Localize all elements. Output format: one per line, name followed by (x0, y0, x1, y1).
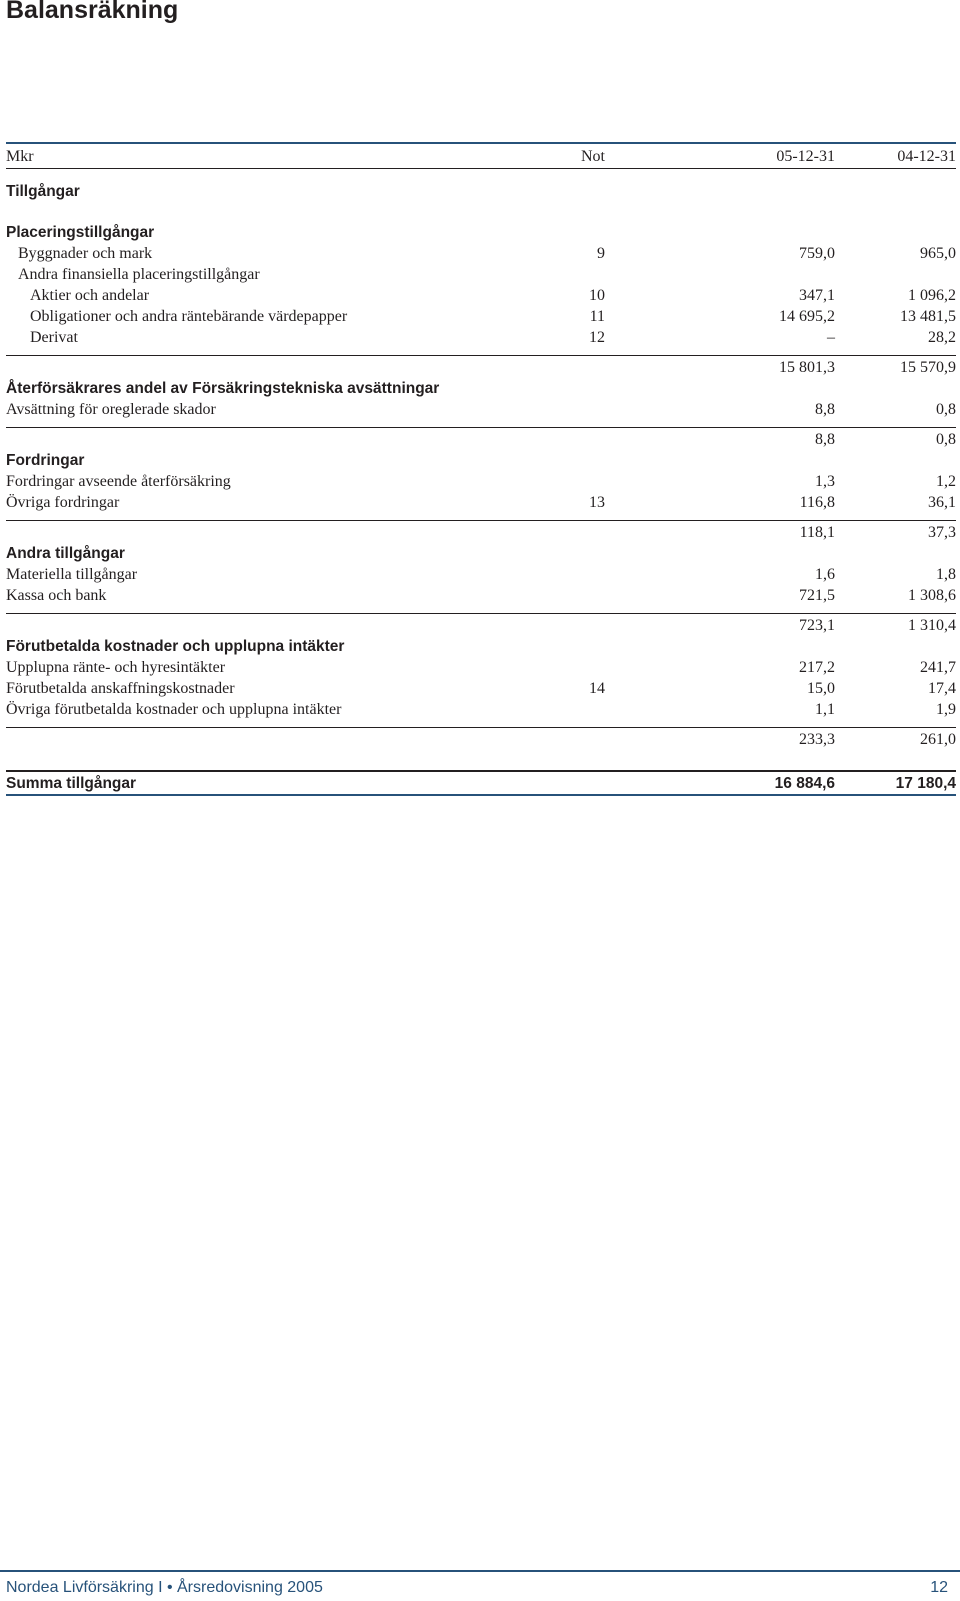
subtotal-2005: 15 801,3 (779, 359, 835, 376)
header-col-2004: 04-12-31 (897, 148, 956, 165)
grand-total-label: Summa tillgångar (6, 775, 137, 792)
row-label: Kassa och bank (6, 587, 107, 604)
subtotal-2004: 261,0 (920, 731, 956, 748)
row-label: Derivat (30, 329, 78, 346)
group-heading-row (6, 543, 956, 564)
row-value-2004: 1,2 (936, 473, 956, 490)
header-note: Not (581, 148, 605, 165)
row-note: 9 (597, 245, 605, 262)
header-col-2005: 05-12-31 (776, 148, 835, 165)
subtotal-row (6, 727, 956, 750)
group-heading: Andra tillgångar (6, 545, 125, 562)
table-row (6, 264, 956, 285)
row-value-2004: 1 308,6 (908, 587, 956, 604)
table-row (6, 678, 956, 699)
row-value-2005: 217,2 (799, 659, 835, 676)
group-heading: Fordringar (6, 452, 85, 469)
footer-rule (0, 1570, 960, 1572)
row-value-2004: 17,4 (928, 680, 956, 697)
row-value-2004: 13 481,5 (900, 308, 956, 325)
row-value-2005: 15,0 (807, 680, 835, 697)
row-value-2004: 965,0 (920, 245, 956, 262)
table-header-row (6, 144, 956, 169)
row-value-2004: 241,7 (920, 659, 956, 676)
row-label: Byggnader och mark (18, 245, 153, 262)
page-footer (6, 1578, 954, 1598)
group-heading: Placeringstillgångar (6, 224, 155, 241)
row-label: Andra finansiella placeringstillgångar (18, 266, 260, 283)
subtotal-row (6, 427, 956, 450)
row-value-2005: 759,0 (799, 245, 835, 262)
section-heading: Tillgångar (6, 183, 80, 200)
subtotal-2005: 233,3 (799, 731, 835, 748)
grand-total-row (6, 770, 956, 796)
row-value-2005: 14 695,2 (779, 308, 835, 325)
row-label: Fordringar avseende återförsäkring (6, 473, 231, 490)
row-label: Materiella tillgångar (6, 566, 138, 583)
row-value-2005: 721,5 (799, 587, 835, 604)
subtotal-row (6, 520, 956, 543)
table-row (6, 243, 956, 264)
table-row (6, 306, 956, 327)
group-heading-row (6, 636, 956, 657)
row-note: 13 (589, 494, 605, 511)
subtotal-row (6, 613, 956, 636)
row-value-2005: 116,8 (799, 494, 835, 511)
row-value-2005: 1,3 (815, 473, 835, 490)
table-row (6, 492, 956, 513)
row-note: 10 (589, 287, 605, 304)
subtotal-2004: 1 310,4 (908, 617, 956, 634)
table-row (6, 471, 956, 492)
header-label: Mkr (6, 148, 34, 165)
balance-sheet-table (6, 142, 956, 796)
row-note: 14 (589, 680, 605, 697)
row-value-2004: 1,9 (936, 701, 956, 718)
group-heading-row (6, 222, 956, 243)
table-row (6, 285, 956, 306)
row-value-2005: 347,1 (799, 287, 835, 304)
row-value-2004: 0,8 (936, 401, 956, 418)
section-heading-row (6, 181, 956, 202)
subtotal-2004: 0,8 (936, 431, 956, 448)
table-row (6, 699, 956, 720)
grand-total-2005: 16 884,6 (774, 775, 835, 792)
row-note: 12 (589, 329, 605, 346)
footer-publication: Nordea Livförsäkring I • Årsredovisning 2005 (6, 1579, 323, 1596)
row-value-2005: 1,1 (815, 701, 835, 718)
subtotal-2005: 8,8 (815, 431, 835, 448)
row-label: Avsättning för oreglerade skador (6, 401, 216, 418)
row-label: Obligationer och andra räntebärande värdepapper (30, 308, 348, 325)
row-value-2004: 1,8 (936, 566, 956, 583)
row-value-2004: 28,2 (928, 329, 956, 346)
table-row (6, 585, 956, 606)
row-value-2005: 8,8 (815, 401, 835, 418)
row-value-2005: – (827, 329, 835, 346)
subtotal-2005: 118,1 (799, 524, 835, 541)
table-row (6, 657, 956, 678)
group-heading: Återförsäkrares andel av Försäkringstekniska avsättningar (6, 380, 440, 397)
subtotal-2004: 15 570,9 (900, 359, 956, 376)
row-value-2005: 1,6 (815, 566, 835, 583)
row-value-2004: 36,1 (928, 494, 956, 511)
row-label: Övriga förutbetalda kostnader och upplupna intäkter (6, 701, 342, 718)
table-row (6, 399, 956, 420)
row-value-2004: 1 096,2 (908, 287, 956, 304)
grand-total-2004: 17 180,4 (895, 775, 956, 792)
group-heading-row (6, 450, 956, 471)
row-label: Förutbetalda anskaffningskostnader (6, 680, 235, 697)
group-heading: Förutbetalda kostnader och upplupna intäkter (6, 638, 345, 655)
subtotal-2005: 723,1 (799, 617, 835, 634)
page-title: Balansräkning (6, 0, 179, 24)
table-row (6, 564, 956, 585)
subtotal-2004: 37,3 (928, 524, 956, 541)
group-heading-row (6, 378, 956, 399)
row-label: Upplupna ränte- och hyresintäkter (6, 659, 226, 676)
row-note: 11 (589, 308, 605, 325)
page-number: 12 (930, 1579, 948, 1596)
row-label: Övriga fordringar (6, 494, 120, 511)
subtotal-row (6, 355, 956, 378)
row-label: Aktier och andelar (30, 287, 150, 304)
table-row (6, 327, 956, 348)
